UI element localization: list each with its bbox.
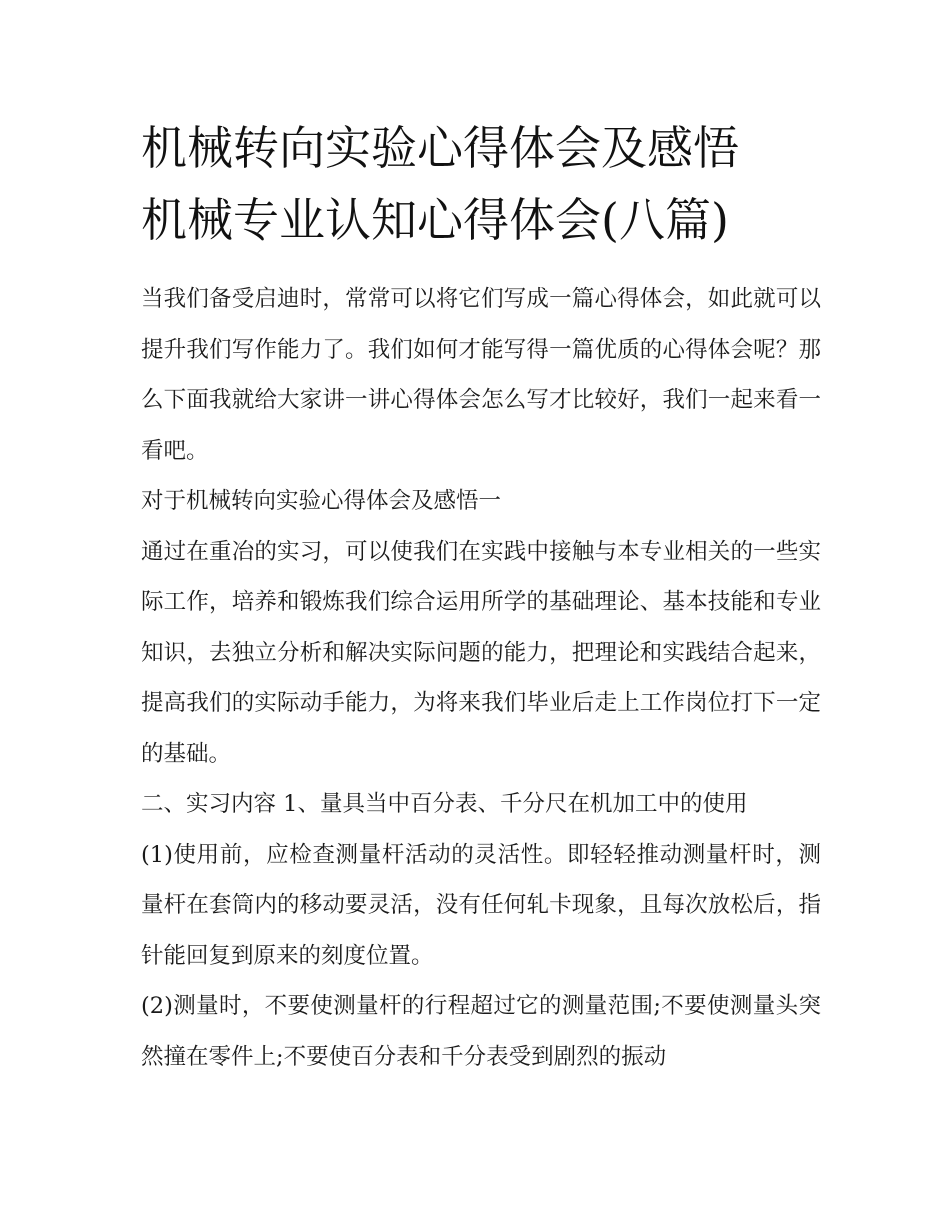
section-heading-2: 二、实习内容 1、量具当中百分表、千分尺在机加工中的使用 <box>141 791 748 817</box>
title-line-1: 机械转向实验心得体会及感悟 <box>141 121 739 175</box>
title-line-2: 机械专业认知心得体会(八篇) <box>141 193 729 247</box>
body-paragraph-1: 通过在重冶的实习，可以使我们在实践中接触与本专业相关的一些实际工作，培养和锻炼我们综合运用所学的基础理论、基本技能和专业知识，去独立分析和解决实际问题的能力，把理论和实践结合起来，提高我们的实际动手能力，为将来我们毕业后走上工作岗位打下一定的基础。 <box>141 538 821 767</box>
intro-paragraph: 当我们备受启迪时，常常可以将它们写成一篇心得体会，如此就可以提升我们写作能力了。我们如何才能写得一篇优质的心得体会呢？那么下面我就给大家讲一讲心得体会怎么写才比较好，我们一起来看一看吧。 <box>141 286 821 464</box>
document-title <box>141 112 821 256</box>
document-content <box>141 112 821 1082</box>
body-paragraph-2: (1)使用前，应检查测量杆活动的灵活性。即轻轻推动测量杆时，测量杆在套筒内的移动要灵活，没有任何轧卡现象，且每次放松后，指针能回复到原来的刻度位置。 <box>141 841 821 969</box>
body-paragraph-3: (2)测量时，不要使测量杆的行程超过它的测量范围;不要使测量头突然撞在零件上;不要使百分表和千分表受到剧烈的振动 <box>141 993 821 1070</box>
section-heading-1: 对于机械转向实验心得体会及感悟一 <box>141 488 502 514</box>
